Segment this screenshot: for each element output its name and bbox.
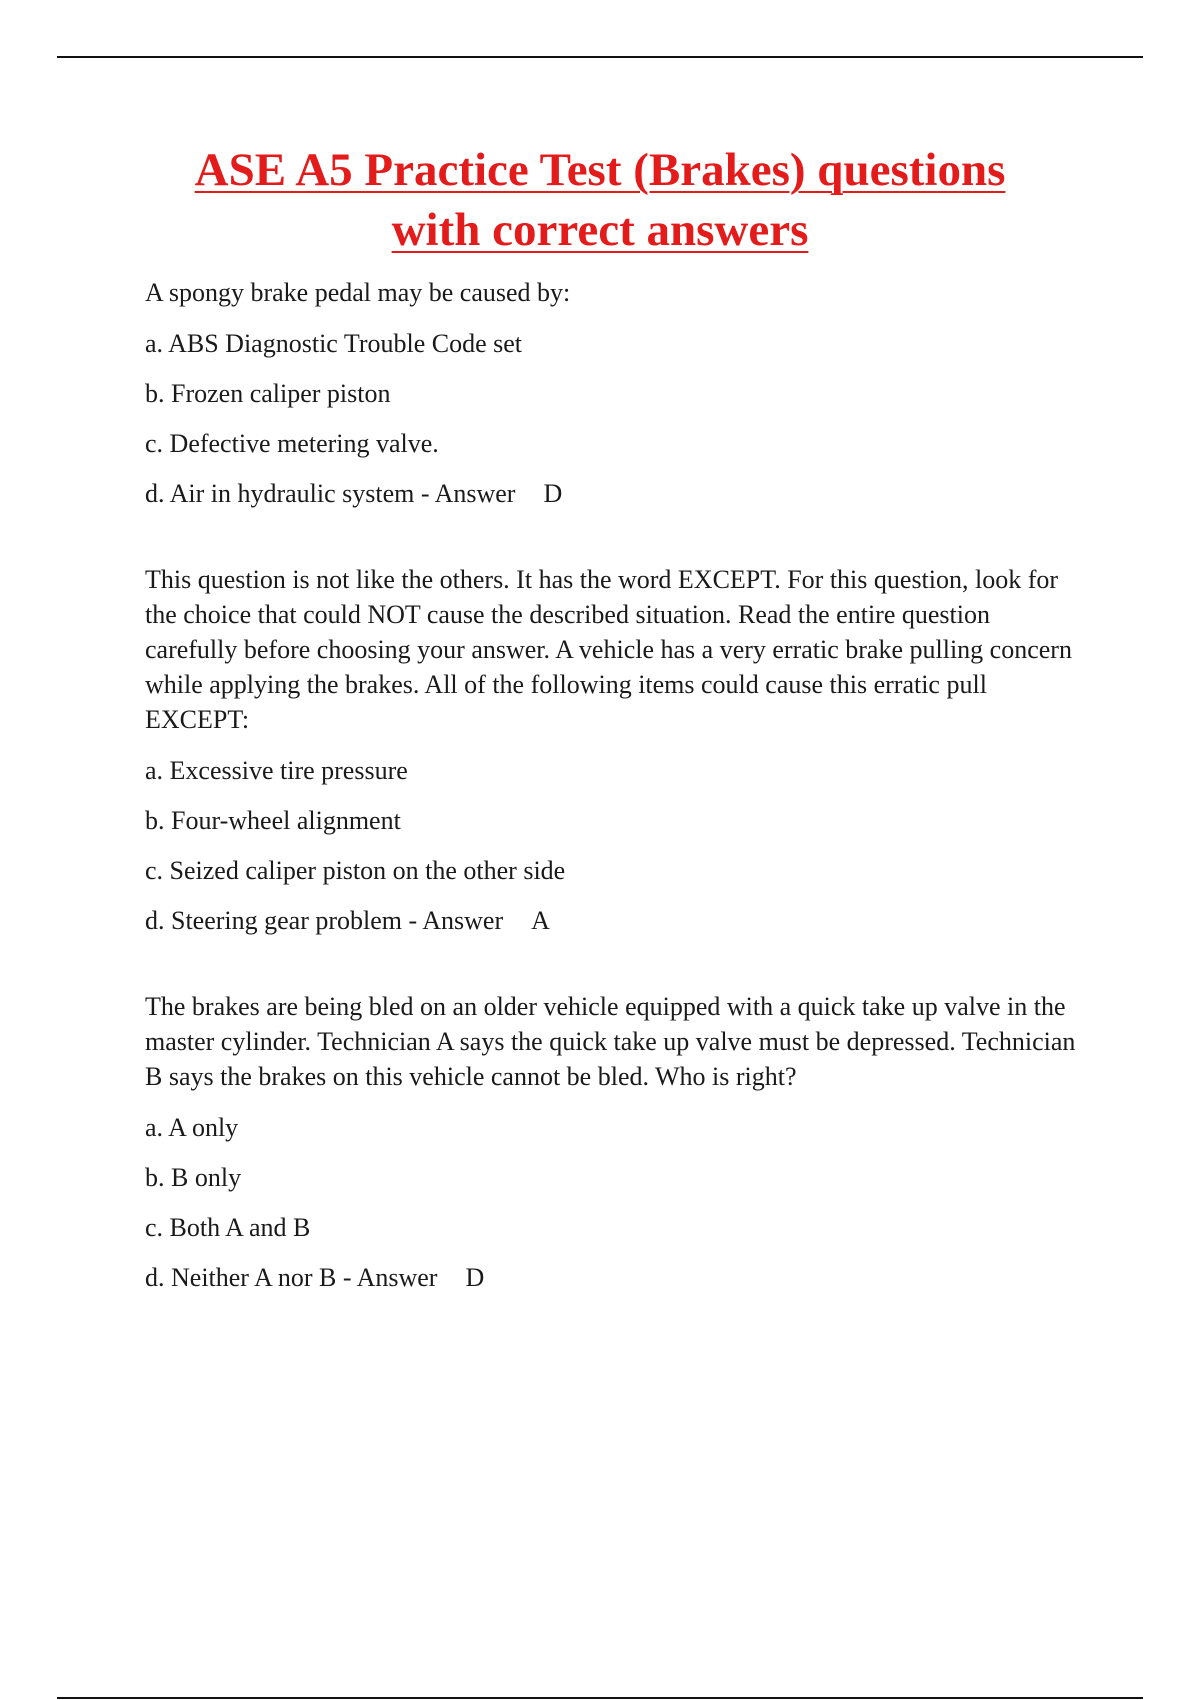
option-c: c. Defective metering valve. — [145, 429, 439, 458]
bottom-rule — [57, 1697, 1143, 1699]
answer-letter: D — [543, 479, 563, 508]
option-b: b. Frozen caliper piston — [145, 379, 391, 408]
option-a: a. A only — [145, 1113, 239, 1142]
question-block-2 — [145, 562, 1085, 938]
option-b: b. Four-wheel alignment — [145, 806, 401, 835]
option-d — [145, 903, 1085, 938]
question-list — [145, 275, 1085, 1310]
option-c: c. Seized caliper piston on the other side — [145, 856, 566, 885]
option-d — [145, 476, 1085, 511]
question-prompt: This question is not like the others. It has the word EXCEPT. For this question, look for the choice that could NOT cause the described situation. Read the entire question carefully before choosing your answer. A vehicle has a very erratic brake pulling concern while applying the brakes. All of the following items could cause this erratic pull EXCEPT: — [145, 565, 1072, 734]
title-line-1: ASE A5 Practice Test (Brakes) questions — [194, 144, 1006, 196]
answer-letter: A — [531, 906, 550, 935]
option-a: a. Excessive tire pressure — [145, 756, 408, 785]
document-title — [60, 140, 1140, 260]
option-d-text: d. Neither A nor B - Answer — [145, 1263, 438, 1292]
question-block-3 — [145, 989, 1085, 1295]
title-line-2: with correct answers — [391, 204, 809, 256]
option-d-text: d. Air in hydraulic system - Answer — [145, 479, 516, 508]
question-block-1 — [145, 275, 1085, 511]
question-prompt: A spongy brake pedal may be caused by: — [145, 278, 571, 307]
answer-letter: D — [465, 1263, 485, 1292]
option-c: c. Both A and B — [145, 1213, 311, 1242]
option-d-text: d. Steering gear problem - Answer — [145, 906, 504, 935]
option-b: b. B only — [145, 1163, 242, 1192]
question-prompt: The brakes are being bled on an older vehicle equipped with a quick take up valve in the master cylinder. Technician A says the quick take up valve must be depressed. Technician B says the brakes on this vehicle cannot be bled. Who is right? — [145, 992, 1076, 1091]
option-a: a. ABS Diagnostic Trouble Code set — [145, 329, 523, 358]
top-rule — [57, 56, 1143, 58]
option-d — [145, 1260, 1085, 1295]
